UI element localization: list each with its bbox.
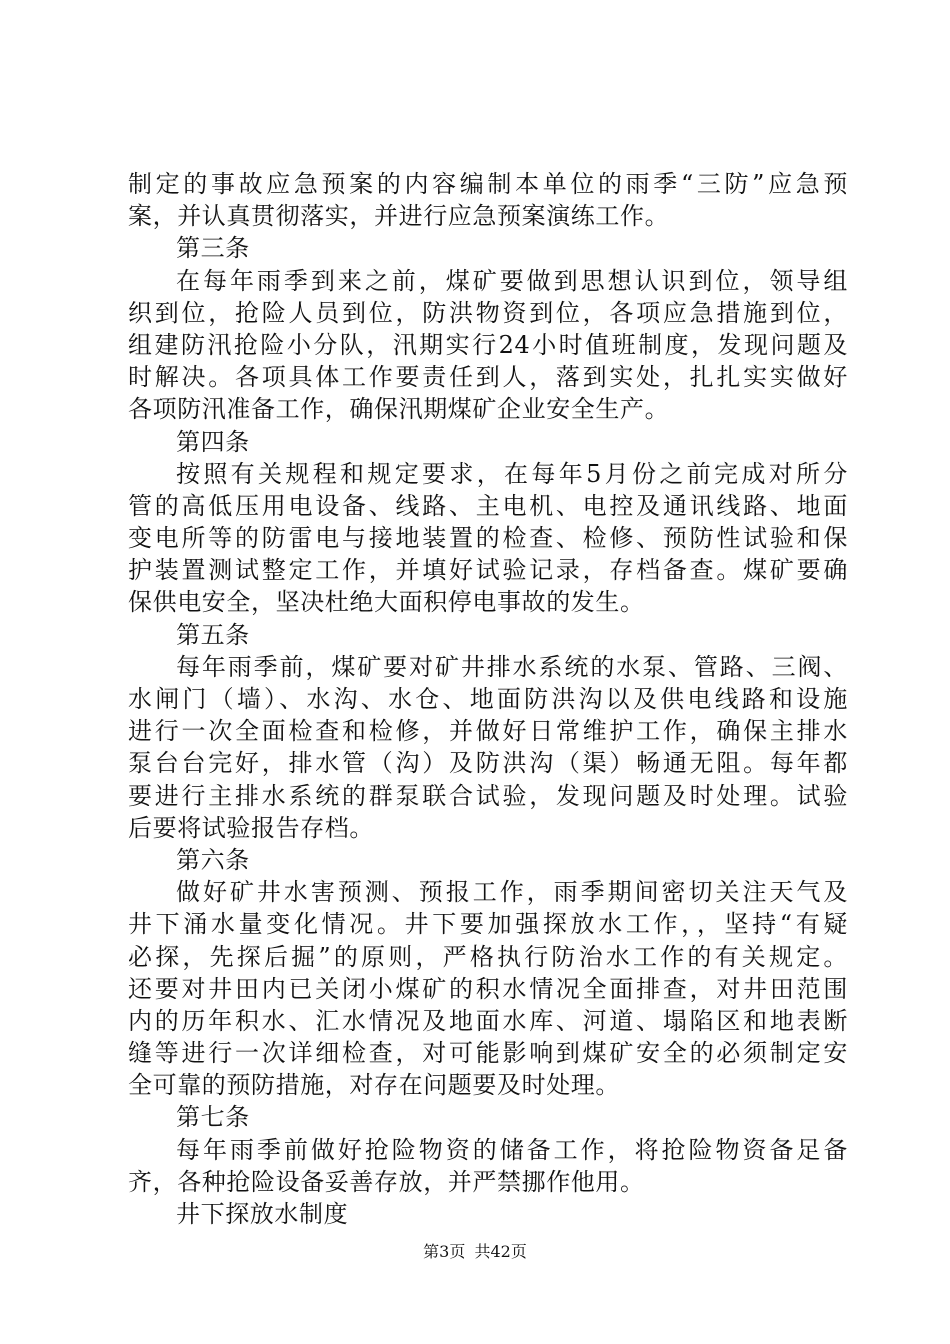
- section-heading: 第七条: [176, 1103, 250, 1132]
- page-number: 第3页: [423, 1242, 466, 1261]
- document-body: [128, 168, 848, 1230]
- text-line: 泵台台完好，排水管（沟）及防洪沟（渠）畅通无阻。每年都: [128, 749, 848, 778]
- text-line: 保供电安全，坚决杜绝大面积停电事故的发生。: [128, 588, 645, 617]
- text-line: 按照有关规程和规定要求，在每年5月份之前完成对所分: [176, 459, 848, 488]
- text-line: 水闸门（墙）、水沟、水仓、地面防洪沟以及供电线路和设施: [128, 685, 848, 713]
- page-total: 共42页: [474, 1242, 527, 1261]
- text-line: 要进行主排水系统的群泵联合试验，发现问题及时处理。试验: [128, 781, 848, 810]
- text-line: 缝等进行一次详细检查，对可能影响到煤矿安全的必须制定安: [128, 1039, 848, 1068]
- text-line: 管的高低压用电设备、线路、主电机、电控及通讯线路、地面: [128, 491, 848, 520]
- text-line: 时解决。各项具体工作要责任到人，落到实处，扎扎实实做好: [128, 363, 848, 392]
- section-heading: 井下探放水制度: [176, 1200, 349, 1228]
- text-line: 井下涌水量变化情况。井下要加强探放水工作，，坚持“有疑: [128, 910, 848, 939]
- text-line: 变电所等的防雷电与接地装置的检查、检修、预防性试验和保: [128, 524, 848, 553]
- text-line: 制定的事故应急预案的内容编制本单位的雨季“三防”应急预: [128, 170, 848, 198]
- text-line: 组建防汛抢险小分队，汛期实行24小时值班制度，发现问题及: [128, 330, 848, 359]
- text-line: 后要将试验报告存档。: [128, 813, 374, 842]
- text-line: 各项防汛准备工作，确保汛期煤矿企业安全生产。: [128, 395, 670, 424]
- text-line: 每年雨季前，煤矿要对矿井排水系统的水泵、管路、三阀、: [176, 652, 848, 681]
- text-line: 织到位，抢险人员到位，防洪物资到位，各项应急措施到位，: [128, 298, 848, 327]
- text-line: 做好矿井水害预测、预报工作，雨季期间密切关注天气及: [176, 878, 848, 907]
- text-line: 进行一次全面检查和检修，并做好日常维护工作，确保主排水: [128, 717, 848, 746]
- text-line: 必探，先探后掘”的原则，严格执行防治水工作的有关规定。: [128, 942, 848, 971]
- page-footer: [0, 1242, 950, 1262]
- text-line: 在每年雨季到来之前，煤矿要做到思想认识到位，领导组: [176, 266, 848, 295]
- text-line: 内的历年积水、汇水情况及地面水库、河道、塌陷区和地表断: [128, 1006, 848, 1035]
- text-line: 还要对井田内已关闭小煤矿的积水情况全面排查，对井田范围: [128, 974, 848, 1003]
- section-heading: 第四条: [176, 427, 250, 456]
- section-heading: 第五条: [176, 620, 250, 649]
- text-line: 案，并认真贯彻落实，并进行应急预案演练工作。: [128, 202, 670, 231]
- text-line: 每年雨季前做好抢险物资的储备工作，将抢险物资备足备: [176, 1135, 848, 1164]
- section-heading: 第三条: [176, 234, 250, 263]
- section-heading: 第六条: [176, 845, 250, 874]
- text-line: 齐，各种抢险设备妥善存放，并严禁挪作他用。: [128, 1167, 645, 1196]
- text-line: 全可靠的预防措施，对存在问题要及时处理。: [128, 1071, 620, 1100]
- text-line: 护装置测试整定工作，并填好试验记录，存档备查。煤矿要确: [128, 556, 848, 585]
